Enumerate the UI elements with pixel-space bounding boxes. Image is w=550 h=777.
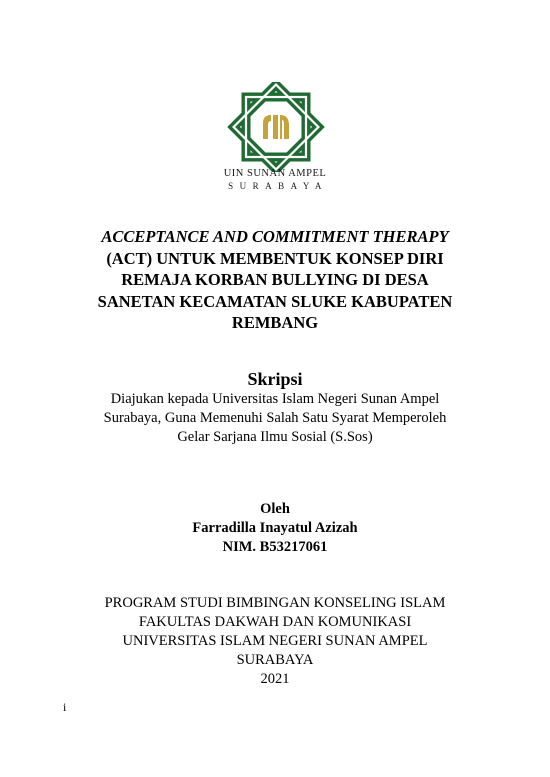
page-number: i bbox=[63, 700, 67, 714]
submission-line: Diajukan kepada Universitas Islam Negeri Sunan Ampel bbox=[110, 391, 440, 407]
thesis-title-line: REMBANG bbox=[231, 313, 319, 332]
logo-center-middle-mark bbox=[273, 115, 278, 139]
thesis-title-line: REMAJA KORBAN BULLYING DI DESA bbox=[121, 270, 429, 289]
submission-statement bbox=[60, 390, 490, 447]
logo-caption bbox=[200, 168, 350, 192]
study-program: PROGRAM STUDI BIMBINGAN KONSELING ISLAM bbox=[104, 595, 446, 611]
city: SURABAYA bbox=[236, 652, 314, 668]
document-type-heading: Skripsi bbox=[247, 369, 303, 389]
thesis-title-line: ACCEPTANCE AND COMMITMENT THERAPY bbox=[101, 227, 449, 246]
logo-city-name: SURABAYA bbox=[228, 181, 328, 191]
thesis-title-line: (ACT) UNTUK MEMBENTUK KONSEP DIRI bbox=[106, 248, 444, 268]
logo-center-left-mark bbox=[263, 115, 271, 139]
logo-center-right-mark bbox=[280, 115, 289, 139]
by-label: Oleh bbox=[260, 501, 290, 517]
student-id: NIM. B53217061 bbox=[222, 539, 328, 555]
university: UNIVERSITAS ISLAM NEGERI SUNAN AMPEL bbox=[122, 633, 428, 649]
submission-line: Surabaya, Guna Memenuhi Salah Satu Syarat Memperoleh bbox=[103, 410, 447, 426]
logo-university-name: UIN SUNAN AMPEL bbox=[223, 168, 327, 179]
thesis-title bbox=[60, 226, 490, 334]
faculty: FAKULTAS DAKWAH DAN KOMUNIKASI bbox=[138, 614, 412, 630]
submission-line: Gelar Sarjana Ilmu Sosial (S.Sos) bbox=[177, 429, 373, 445]
author-name: Farradilla Inayatul Azizah bbox=[192, 520, 358, 536]
logo-emblem bbox=[222, 82, 330, 172]
institution-block bbox=[60, 594, 490, 689]
year: 2021 bbox=[260, 671, 290, 687]
thesis-title-line: SANETAN KECAMATAN SLUKE KABUPATEN bbox=[97, 291, 453, 311]
